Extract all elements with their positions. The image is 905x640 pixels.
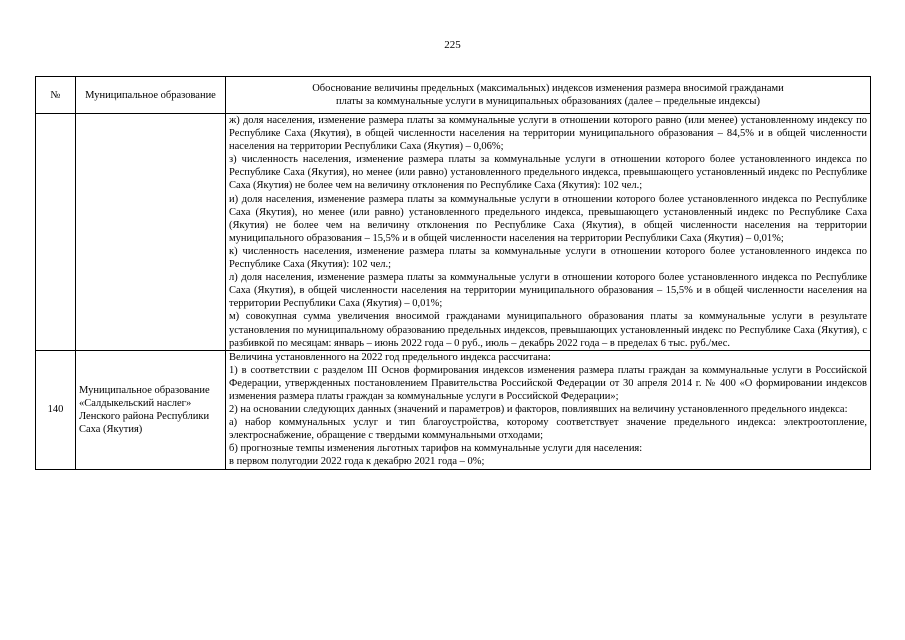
header-municipality: Муниципальное образование xyxy=(76,77,226,114)
header-num: № xyxy=(36,77,76,114)
paragraph: б) прогнозные темпы изменения льготных тарифов на коммунальные услуги для населения: xyxy=(229,443,643,455)
paragraph: л) доля населения, изменение размера платы за коммунальные услуги в отношении которого более установленного индекса по Республике Саха (Якутия), в общей численности населения на территории муниципального образования – 15,5% и в общей численности населения на территории Республики Саха (Якутия) – 0,01%; xyxy=(229,272,867,310)
paragraph: а) набор коммунальных услуг и тип благоустройства, которому соответствует значение предельного индекса: электроотопление, электроснабжение, обращение с твердыми коммунальными отходами; xyxy=(229,417,867,442)
paragraph: 2) на основании следующих данных (значений и параметров) и факторов, повлиявших на величину установленного предельного индекса: xyxy=(229,404,848,416)
paragraph: к) численность населения, изменение размера платы за коммунальные услуги в отношении которого более установленного индекса по Республике Саха (Якутия): 102 чел.; xyxy=(229,245,867,271)
justification-cell xyxy=(226,114,871,351)
paragraph: в первом полугодии 2022 года к декабрю 2021 года – 0%; xyxy=(229,456,485,468)
paragraph: ж) доля населения, изменение размера платы за коммунальные услуги в отношении которого равно (или менее) установленному индексу по Республике Саха (Якутия), в общей численности населения на территории муниципального образования – 84,5% и в общей численности населения на территории Республики Саха (Якутия) – 0,06%; xyxy=(229,115,867,153)
paragraph: м) совокупная сумма увеличения вносимой гражданами муниципального образования платы за коммунальные услуги в результате установления по муниципальному образованию предельных индексов, превышающих установленный индекс по Республике Саха (Якутия), с разбивкой по месяцам: январь – июнь 2022 года – 0 руб., июль – декабрь 2022 года – в пределах 6 тыс. руб./мес. xyxy=(229,311,867,349)
paragraph: и) доля населения, изменение размера платы за коммунальные услуги в отношении которого более установленного индекса по Республике Саха (Якутия), но менее (или равно) установленного предельного индекса, превышающего установленный индекс по Республике Саха (Якутия) не более чем на величину отклонения по Республике Саха (Якутия), в общей численности населения на территории муниципального образования – 15,5% и в общей численности населения на территории Республики Саха (Якутия) – 0,01%; xyxy=(229,193,867,244)
municipality-cell: Муниципальное образование «Салдыкельский наслег» Ленского района Республики Саха (Якутия) xyxy=(76,350,226,469)
justification-table xyxy=(35,76,871,470)
paragraph: Величина установленного на 2022 год предельного индекса рассчитана: xyxy=(229,351,551,363)
row-number-cell xyxy=(36,114,76,351)
paragraph: з) численность населения, изменение размера платы за коммунальные услуги в отношении которого более установленного индекса по Республике Саха (Якутия), но менее (или равно) установленного предельного индекса, превышающего установленный индекс по Республике Саха (Якутия) не более чем на величину отклонения по Республике Саха (Якутия): 102 чел.; xyxy=(229,154,867,192)
municipality-cell xyxy=(76,114,226,351)
row-number-cell: 140 xyxy=(36,350,76,469)
page-number: 225 xyxy=(444,39,461,51)
header-justification xyxy=(226,77,871,114)
paragraph: 1) в соответствии с разделом III Основ формирования индексов изменения размера платы граждан за коммунальные услуги в Российской Федерации, утвержденных постановлением Правительства Российской Федерации от 30 апреля 2014 г. № 400 «О формировании индексов изменения размера платы граждан за коммунальные услуги в Российской Федерации»; xyxy=(229,364,867,402)
header-justification-line2: платы за коммунальные услуги в муниципальных образованиях (далее – предельные индексы) xyxy=(336,96,760,107)
table-header-row xyxy=(36,77,871,114)
header-justification-line1: Обоснование величины предельных (максимальных) индексов изменения размера вносимой гражданами xyxy=(312,83,784,94)
table-row xyxy=(36,350,871,469)
justification-cell xyxy=(226,350,871,469)
table-row xyxy=(36,114,871,351)
